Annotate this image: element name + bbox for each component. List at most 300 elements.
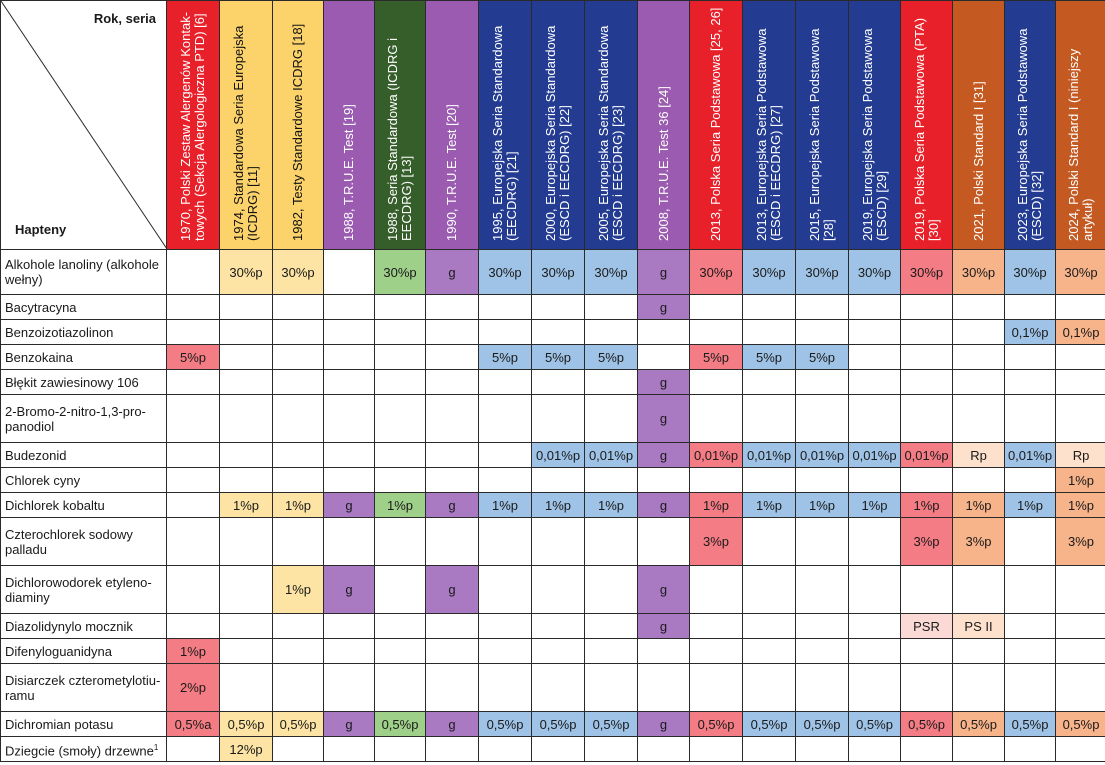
table-body — [1, 250, 1105, 762]
value-cell — [220, 566, 273, 614]
value-cell — [743, 370, 796, 395]
value-cell — [796, 370, 849, 395]
value-cell: 1%p — [585, 493, 638, 518]
value-cell — [479, 370, 532, 395]
value-cell — [479, 639, 532, 664]
hapten-name-cell — [1, 468, 167, 493]
value-cell — [1005, 664, 1056, 712]
value-cell: g — [638, 614, 690, 639]
value-cell: 0,01%p — [796, 443, 849, 468]
value-cell — [167, 370, 220, 395]
value-cell — [532, 737, 585, 762]
value-cell — [796, 320, 849, 345]
value-cell — [690, 295, 743, 320]
value-cell — [849, 345, 901, 370]
value-cell — [743, 664, 796, 712]
value-cell: 1%p — [1056, 493, 1105, 518]
value-cell — [849, 320, 901, 345]
hapten-name: Dichromian potasu — [5, 716, 114, 732]
value-cell — [324, 468, 375, 493]
value-cell — [690, 395, 743, 443]
value-cell: g — [426, 250, 479, 295]
value-cell: 5%p — [690, 345, 743, 370]
value-cell: 0,1%p — [1005, 320, 1056, 345]
value-cell: 1%p — [375, 493, 426, 518]
value-cell: 1%p — [1005, 493, 1056, 518]
value-cell — [426, 320, 479, 345]
value-cell — [638, 664, 690, 712]
value-cell: 2%p — [167, 664, 220, 712]
value-cell — [796, 614, 849, 639]
value-cell — [585, 395, 638, 443]
hapten-name: Difenyloguanidyna — [5, 643, 112, 659]
value-cell — [273, 468, 324, 493]
value-cell — [585, 518, 638, 566]
value-cell: 0,5%p — [901, 712, 953, 737]
column-header-7 — [479, 1, 532, 250]
value-cell: 1%p — [167, 639, 220, 664]
hapten-name: Dichlorowodorek etyleno-diaminy — [5, 574, 152, 605]
footnote-marker: 1 — [153, 742, 159, 752]
column-header-label: 2000, Europejska Seria Standardowa (ESCD i EECDRG) [22] — [543, 25, 572, 241]
value-cell — [479, 320, 532, 345]
value-cell — [953, 664, 1005, 712]
value-cell — [1005, 518, 1056, 566]
value-cell — [796, 518, 849, 566]
value-cell: 30%p — [273, 250, 324, 295]
value-cell — [849, 468, 901, 493]
column-header-15 — [901, 1, 953, 250]
column-header-label: 1988, T.R.U.E. Test [19] — [341, 104, 356, 241]
column-header-label: 1995, Europejska Seria Standardowa (EECDRG) [21] — [490, 25, 519, 241]
hapten-name: Alkohole lanoliny (alkohole wełny) — [5, 257, 159, 287]
value-cell: 1%p — [220, 493, 273, 518]
value-cell: 0,5%p — [1056, 712, 1105, 737]
value-cell — [585, 664, 638, 712]
value-cell — [273, 320, 324, 345]
value-cell — [324, 639, 375, 664]
column-header-label: 1970, Polski Zestaw Alergenów Kontak-towych (Sekcja Alergologiczna PTD) [6] — [178, 11, 207, 241]
value-cell — [273, 443, 324, 468]
value-cell — [638, 737, 690, 762]
value-cell: g — [638, 712, 690, 737]
column-header-12 — [743, 1, 796, 250]
value-cell — [953, 639, 1005, 664]
value-cell: 30%p — [1056, 250, 1105, 295]
value-cell — [638, 468, 690, 493]
value-cell — [479, 664, 532, 712]
value-cell — [479, 518, 532, 566]
value-cell — [273, 395, 324, 443]
value-cell — [426, 614, 479, 639]
value-cell — [953, 737, 1005, 762]
value-cell — [1056, 664, 1105, 712]
hapten-name: Budezonid — [5, 447, 67, 463]
value-cell — [375, 320, 426, 345]
column-header-label: 2005, Europejska Seria Standardowa (ESCD i EECDRG) [23] — [596, 25, 625, 241]
table-row — [1, 737, 1105, 762]
value-cell: 0,5%p — [220, 712, 273, 737]
value-cell — [901, 664, 953, 712]
value-cell — [532, 566, 585, 614]
value-cell: 0,5%p — [273, 712, 324, 737]
value-cell — [585, 639, 638, 664]
value-cell — [167, 566, 220, 614]
value-cell — [1005, 345, 1056, 370]
value-cell — [1056, 639, 1105, 664]
hapten-name-cell — [1, 518, 167, 566]
value-cell — [690, 639, 743, 664]
value-cell — [585, 468, 638, 493]
column-header-label: 2015, Europejska Seria Podstawowa [28] — [807, 28, 836, 241]
column-header-14 — [849, 1, 901, 250]
value-cell — [273, 639, 324, 664]
hapten-name-cell — [1, 639, 167, 664]
value-cell — [1005, 639, 1056, 664]
value-cell — [638, 639, 690, 664]
value-cell — [167, 395, 220, 443]
value-cell — [273, 518, 324, 566]
value-cell — [220, 295, 273, 320]
value-cell — [901, 737, 953, 762]
value-cell — [901, 295, 953, 320]
value-cell — [1056, 395, 1105, 443]
value-cell: PSR — [901, 614, 953, 639]
value-cell — [849, 664, 901, 712]
value-cell: 30%p — [953, 250, 1005, 295]
value-cell — [167, 295, 220, 320]
value-cell: 3%p — [953, 518, 1005, 566]
value-cell: 3%p — [901, 518, 953, 566]
value-cell — [1005, 370, 1056, 395]
value-cell — [532, 370, 585, 395]
value-cell — [220, 664, 273, 712]
value-cell — [849, 518, 901, 566]
value-cell — [167, 468, 220, 493]
value-cell — [167, 443, 220, 468]
value-cell — [743, 320, 796, 345]
value-cell — [532, 468, 585, 493]
value-cell: g — [638, 443, 690, 468]
value-cell: 30%p — [690, 250, 743, 295]
value-cell: 1%p — [1056, 468, 1105, 493]
value-cell — [585, 614, 638, 639]
value-cell: 1%p — [901, 493, 953, 518]
value-cell — [375, 370, 426, 395]
value-cell — [220, 518, 273, 566]
value-cell: g — [426, 566, 479, 614]
value-cell — [796, 737, 849, 762]
hapten-name-cell — [1, 370, 167, 395]
value-cell — [796, 295, 849, 320]
value-cell: 5%p — [796, 345, 849, 370]
value-cell — [638, 320, 690, 345]
value-cell — [479, 614, 532, 639]
value-cell — [532, 614, 585, 639]
hapten-name: Chlorek cyny — [5, 472, 81, 488]
value-cell — [426, 395, 479, 443]
corner-header — [1, 1, 167, 250]
value-cell — [532, 639, 585, 664]
value-cell — [324, 295, 375, 320]
table-row — [1, 639, 1105, 664]
value-cell — [532, 518, 585, 566]
value-cell — [849, 566, 901, 614]
value-cell — [375, 566, 426, 614]
value-cell: 30%p — [743, 250, 796, 295]
value-cell: g — [324, 712, 375, 737]
value-cell — [690, 566, 743, 614]
value-cell: 1%p — [273, 566, 324, 614]
hapten-name-cell — [1, 345, 167, 370]
value-cell — [901, 370, 953, 395]
value-cell: g — [638, 493, 690, 518]
value-cell — [532, 295, 585, 320]
hapten-name-cell — [1, 295, 167, 320]
value-cell — [324, 320, 375, 345]
hapten-name: Benzoizotiazolinon — [5, 324, 114, 340]
value-cell: 3%p — [1056, 518, 1105, 566]
header-row — [1, 1, 1105, 250]
value-cell: 0,5%p — [690, 712, 743, 737]
value-cell — [220, 370, 273, 395]
value-cell — [426, 468, 479, 493]
value-cell — [375, 737, 426, 762]
value-cell — [479, 295, 532, 320]
value-cell: g — [426, 493, 479, 518]
value-cell — [901, 320, 953, 345]
table-row — [1, 295, 1105, 320]
value-cell — [532, 320, 585, 345]
value-cell — [375, 295, 426, 320]
value-cell — [426, 737, 479, 762]
table-row — [1, 320, 1105, 345]
value-cell — [375, 395, 426, 443]
value-cell — [953, 395, 1005, 443]
value-cell — [426, 639, 479, 664]
value-cell — [743, 295, 796, 320]
value-cell — [1005, 395, 1056, 443]
value-cell: g — [638, 295, 690, 320]
value-cell: 12%p — [220, 737, 273, 762]
value-cell — [167, 320, 220, 345]
value-cell: 1%p — [953, 493, 1005, 518]
column-header-5 — [375, 1, 426, 250]
value-cell — [1056, 345, 1105, 370]
value-cell — [479, 468, 532, 493]
value-cell — [324, 345, 375, 370]
value-cell: 0,5%a — [167, 712, 220, 737]
value-cell: 5%p — [167, 345, 220, 370]
value-cell — [479, 737, 532, 762]
value-cell: 30%p — [479, 250, 532, 295]
value-cell — [638, 518, 690, 566]
value-cell: 30%p — [585, 250, 638, 295]
hapten-name-cell — [1, 250, 167, 295]
value-cell: 1%p — [532, 493, 585, 518]
value-cell: 0,1%p — [1056, 320, 1105, 345]
table-row — [1, 566, 1105, 614]
value-cell: 0,01%p — [1005, 443, 1056, 468]
hapten-name-cell — [1, 395, 167, 443]
value-cell: 0,5%p — [532, 712, 585, 737]
value-cell — [901, 566, 953, 614]
value-cell — [324, 664, 375, 712]
column-header-label: 2013, Polska Seria Podstawowa [25, 26] — [708, 7, 723, 241]
value-cell — [690, 468, 743, 493]
column-header-2 — [220, 1, 273, 250]
column-header-1 — [167, 1, 220, 250]
value-cell: 0,5%p — [953, 712, 1005, 737]
value-cell: 3%p — [690, 518, 743, 566]
value-cell: 0,5%p — [796, 712, 849, 737]
hapten-name-cell — [1, 712, 167, 737]
value-cell: 0,5%p — [479, 712, 532, 737]
value-cell: 5%p — [585, 345, 638, 370]
value-cell: g — [324, 493, 375, 518]
column-header-13 — [796, 1, 849, 250]
value-cell — [273, 370, 324, 395]
hapten-name-cell — [1, 566, 167, 614]
value-cell: 0,01%p — [743, 443, 796, 468]
value-cell — [1056, 614, 1105, 639]
hapten-name-cell — [1, 320, 167, 345]
value-cell — [743, 737, 796, 762]
value-cell — [1056, 737, 1105, 762]
value-cell — [220, 395, 273, 443]
value-cell — [585, 566, 638, 614]
hapten-name-cell — [1, 664, 167, 712]
column-header-9 — [585, 1, 638, 250]
value-cell: 1%p — [849, 493, 901, 518]
value-cell: g — [638, 370, 690, 395]
value-cell: 0,5%p — [1005, 712, 1056, 737]
value-cell — [901, 468, 953, 493]
value-cell — [743, 639, 796, 664]
value-cell: 30%p — [796, 250, 849, 295]
value-cell — [479, 395, 532, 443]
value-cell — [1056, 370, 1105, 395]
value-cell — [273, 664, 324, 712]
value-cell — [743, 566, 796, 614]
hapten-name: Disiarczek czterometylotiu-ramu — [5, 672, 161, 703]
value-cell — [1056, 566, 1105, 614]
value-cell: 1%p — [479, 493, 532, 518]
value-cell — [220, 468, 273, 493]
value-cell — [743, 518, 796, 566]
value-cell — [743, 614, 796, 639]
value-cell — [324, 370, 375, 395]
value-cell: 30%p — [220, 250, 273, 295]
value-cell: 30%p — [375, 250, 426, 295]
value-cell: Rp — [1056, 443, 1105, 468]
value-cell: g — [426, 712, 479, 737]
value-cell: 30%p — [849, 250, 901, 295]
column-header-label: 2013, Europejska Seria Podstawowa (ESCD i EECDRG) [27] — [754, 28, 783, 241]
value-cell — [849, 370, 901, 395]
value-cell: 30%p — [1005, 250, 1056, 295]
hapten-name: Diazolidynylo mocznik — [5, 618, 133, 634]
value-cell — [426, 443, 479, 468]
hapten-name: Czterochlorek sodowy palladu — [5, 526, 133, 557]
column-header-label: 2019, Polska Seria Podstawowa (PTA) [30] — [911, 17, 941, 241]
value-cell: g — [638, 250, 690, 295]
column-header-4 — [324, 1, 375, 250]
value-cell — [953, 468, 1005, 493]
table-row — [1, 518, 1105, 566]
table-row — [1, 395, 1105, 443]
corner-diagonal — [1, 1, 167, 249]
value-cell: 0,01%p — [532, 443, 585, 468]
value-cell — [375, 614, 426, 639]
hapten-name-cell — [1, 737, 167, 762]
column-header-label: 1988, Seria Standardowa (ICDRG i EECDRG) [13] — [385, 37, 414, 241]
value-cell: 0,5%p — [849, 712, 901, 737]
value-cell — [324, 443, 375, 468]
value-cell — [953, 320, 1005, 345]
value-cell: Rp — [953, 443, 1005, 468]
value-cell — [426, 664, 479, 712]
value-cell — [1056, 295, 1105, 320]
value-cell — [324, 614, 375, 639]
table-row — [1, 443, 1105, 468]
value-cell — [953, 295, 1005, 320]
value-cell — [375, 345, 426, 370]
value-cell: 0,5%p — [375, 712, 426, 737]
column-header-label: 1982, Testy Standardowe ICDRG [18] — [290, 23, 305, 241]
value-cell — [638, 345, 690, 370]
value-cell — [324, 518, 375, 566]
value-cell — [953, 345, 1005, 370]
hapten-name-cell — [1, 614, 167, 639]
value-cell — [273, 295, 324, 320]
value-cell — [220, 443, 273, 468]
hapten-name: Bacytracyna — [5, 299, 77, 315]
value-cell — [426, 370, 479, 395]
value-cell: 30%p — [532, 250, 585, 295]
value-cell — [690, 370, 743, 395]
value-cell — [167, 518, 220, 566]
value-cell — [953, 370, 1005, 395]
table-row — [1, 468, 1105, 493]
column-header-18 — [1056, 1, 1105, 250]
table-row — [1, 345, 1105, 370]
value-cell: 5%p — [479, 345, 532, 370]
value-cell: 0,01%p — [901, 443, 953, 468]
hapten-name-cell — [1, 493, 167, 518]
value-cell — [585, 320, 638, 345]
value-cell — [1005, 737, 1056, 762]
value-cell: 0,5%p — [585, 712, 638, 737]
value-cell: 1%p — [796, 493, 849, 518]
value-cell — [796, 639, 849, 664]
value-cell — [690, 320, 743, 345]
value-cell: 1%p — [743, 493, 796, 518]
value-cell: g — [638, 395, 690, 443]
value-cell — [585, 370, 638, 395]
value-cell — [532, 664, 585, 712]
value-cell — [585, 737, 638, 762]
value-cell — [1005, 295, 1056, 320]
column-header-label: 1990, T.R.U.E. Test [20] — [444, 104, 459, 241]
value-cell: 1%p — [690, 493, 743, 518]
value-cell — [273, 614, 324, 639]
hapten-name: Błękit zawiesinowy 106 — [5, 374, 139, 390]
value-cell — [324, 250, 375, 295]
column-header-label: 2021, Polski Standard I [31] — [970, 81, 986, 241]
value-cell — [1005, 468, 1056, 493]
value-cell — [324, 395, 375, 443]
